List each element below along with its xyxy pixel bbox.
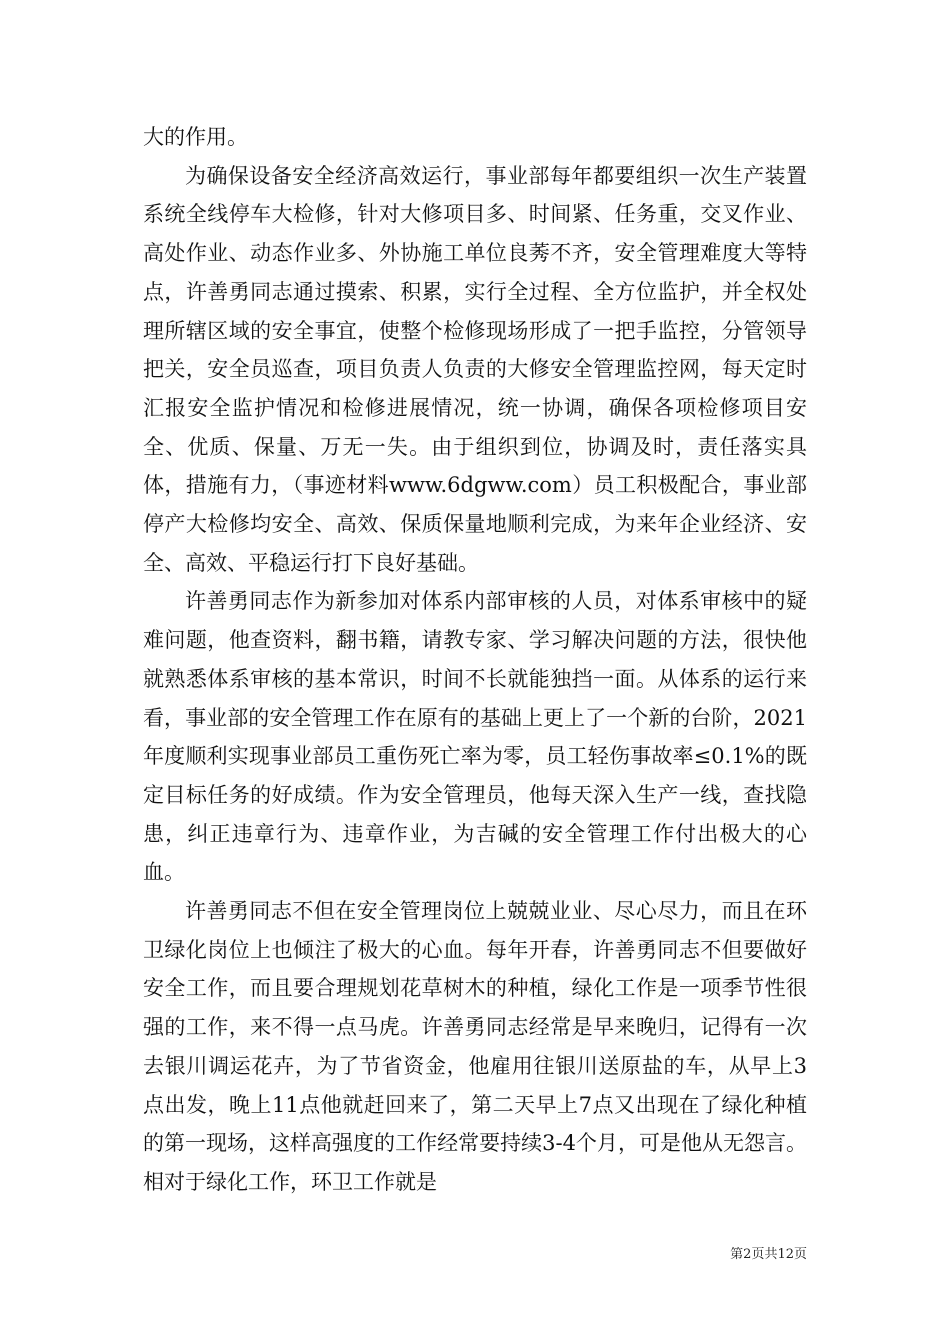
paragraph-overhaul-safety: 为确保设备安全经济高效运行，事业部每年都要组织一次生产装置系统全线停车大检修，针对大修项目多、时间紧、任务重，交叉作业、高处作业、动态作业多、外协施工单位良莠不齐，安全管理难度大等特点，许善勇同志通过摸索、积累，实行全过程、全方位监护，并全权处理所辖区域的安全事宜，使整个检修现场形成了一把手监控，分管领导把关，安全员巡查，项目负责人负责的大修安全管理监控网，每天定时汇报安全监护情况和检修进展情况，统一协调，确保各项检修项目安全、优质、保量、万无一失。由于组织到位，协调及时，责任落实具体，措施有力，（事迹材料www.6dgww.com）员工积极配合，事业部停产大检修均安全、高效、保质保量地顺利完成，为来年企业经济、安全、高效、平稳运行打下良好基础。 <box>143 163 807 575</box>
paragraph-continuation: 大的作用。 <box>143 125 248 149</box>
body-text <box>143 118 807 1202</box>
paragraph-internal-audit: 许善勇同志作为新参加对体系内部审核的人员，对体系审核中的疑难问题，他查资料，翻书籍，请教专家、学习解决问题的方法，很快他就熟悉体系审核的基本常识，时间不长就能独挡一面。从体系的运行来看，事业部的安全管理工作在原有的基础上更上了一个新的台阶，2021年度顺利实现事业部员工重伤死亡率为零，员工轻伤事故率≤0.1%的既定目标任务的好成绩。作为安全管理员，他每天深入生产一线，查找隐患，纠正违章行为、违章作业，为吉碱的安全管理工作付出极大的心血。 <box>143 589 807 885</box>
page-number: 第2页共12页 <box>730 1247 807 1262</box>
paragraph-greening-work: 许善勇同志不但在安全管理岗位上兢兢业业、尽心尽力，而且在环卫绿化岗位上也倾注了极大的心血。每年开春，许善勇同志不但要做好安全工作，而且要合理规划花草树木的种植，绿化工作是一项季节性很强的工作，来不得一点马虎。许善勇同志经常是早来晚归，记得有一次去银川调运花卉，为了节省资金，他雇用往银川送原盐的车，从早上3点出发，晚上11点他就赶回来了，第二天早上7点又出现在了绿化种植的第一现场，这样高强度的工作经常要持续3-4个月，可是他从无怨言。相对于绿化工作，环卫工作就是 <box>143 899 807 1194</box>
